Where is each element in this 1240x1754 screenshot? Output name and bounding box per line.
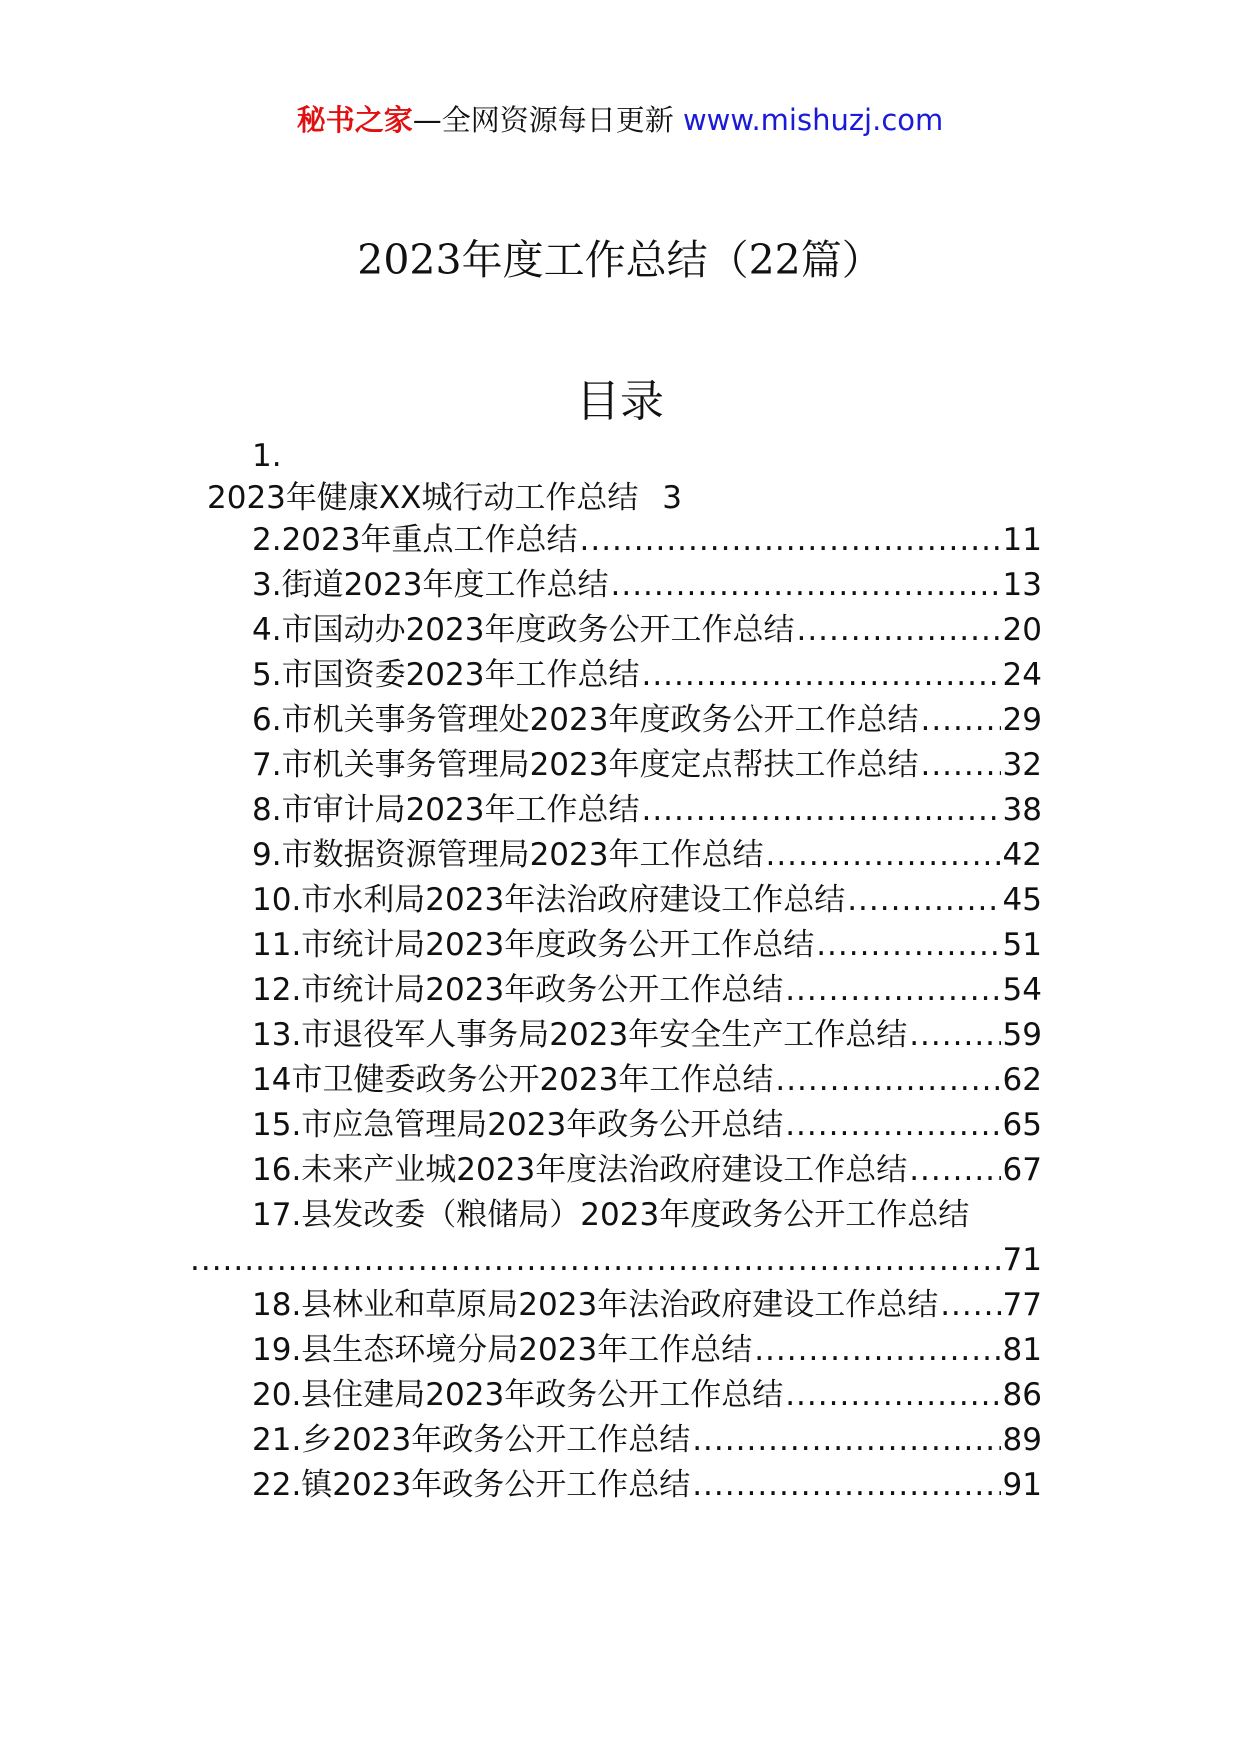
toc-entry[interactable] bbox=[252, 518, 1042, 563]
toc-entry-title: 10.市水利局2023年法治政府建设工作总结 bbox=[252, 882, 846, 918]
toc-entry-title: 2.2023年重点工作总结 bbox=[252, 522, 578, 558]
toc-entry-title: 15.市应急管理局2023年政务公开总结 bbox=[252, 1107, 784, 1143]
toc-entry[interactable] bbox=[252, 1013, 1042, 1058]
site-slogan: —全网资源每日更新 bbox=[412, 103, 674, 137]
toc-entry-page: 77 bbox=[1002, 1287, 1042, 1323]
dot-leader bbox=[641, 653, 1000, 698]
toc-entry-page: 32 bbox=[1002, 747, 1042, 783]
toc-entry-page: 71 bbox=[1002, 1242, 1042, 1278]
toc-entry[interactable] bbox=[252, 1058, 1042, 1103]
toc-entry[interactable] bbox=[252, 878, 1042, 923]
dot-leader bbox=[847, 878, 1000, 923]
toc-entry-17-title[interactable]: 17.县发改委（粮储局）2023年度政务公开工作总结 bbox=[252, 1197, 970, 1233]
toc-entry[interactable] bbox=[252, 1418, 1042, 1463]
dot-leader bbox=[190, 1238, 1001, 1283]
toc-entry-page: 67 bbox=[1002, 1152, 1042, 1188]
toc-entry-title: 3.街道2023年度工作总结 bbox=[252, 567, 609, 603]
dot-leader bbox=[785, 1103, 1000, 1148]
toc-entry[interactable] bbox=[252, 1148, 1042, 1193]
dot-leader bbox=[909, 1148, 1000, 1193]
toc-entry[interactable] bbox=[252, 833, 1042, 878]
toc-entry-page: 29 bbox=[1002, 702, 1042, 738]
toc-entry[interactable] bbox=[252, 608, 1042, 653]
toc-heading: 目录 bbox=[576, 376, 664, 427]
toc-entry-page: 11 bbox=[1002, 522, 1042, 558]
toc-entry-title: 21.乡2023年政务公开工作总结 bbox=[252, 1422, 691, 1458]
dot-leader bbox=[920, 698, 1000, 743]
toc-entry[interactable] bbox=[252, 698, 1042, 743]
toc-entry-title: 4.市国动办2023年度政务公开工作总结 bbox=[252, 612, 795, 648]
toc-entry-1[interactable] bbox=[207, 476, 807, 521]
toc-entry-page: 81 bbox=[1002, 1332, 1042, 1368]
toc-entry-title: 19.县生态环境分局2023年工作总结 bbox=[252, 1332, 753, 1368]
toc-entry[interactable] bbox=[252, 968, 1042, 1013]
document-title: 2023年度工作总结（22篇） bbox=[357, 236, 883, 284]
toc-entry-title: 2023年健康XX城行动工作总结 bbox=[207, 480, 639, 516]
toc-entry-title: 6.市机关事务管理处2023年度政务公开工作总结 bbox=[252, 702, 919, 738]
toc-entry-title: 13.市退役军人事务局2023年安全生产工作总结 bbox=[252, 1017, 908, 1053]
toc-entry[interactable] bbox=[252, 1373, 1042, 1418]
toc-entry-page: 89 bbox=[1002, 1422, 1042, 1458]
toc-entry-title: 11.市统计局2023年度政务公开工作总结 bbox=[252, 927, 815, 963]
toc-entry-title: 18.县林业和草原局2023年法治政府建设工作总结 bbox=[252, 1287, 939, 1323]
toc-entry-page: 65 bbox=[1002, 1107, 1042, 1143]
toc-entry-page: 86 bbox=[1002, 1377, 1042, 1413]
dot-leader bbox=[796, 608, 1000, 653]
toc-entry-page: 20 bbox=[1002, 612, 1042, 648]
dot-leader bbox=[920, 743, 1000, 788]
toc-entry-title: 5.市国资委2023年工作总结 bbox=[252, 657, 640, 693]
dot-leader bbox=[775, 1058, 1000, 1103]
toc-entry-page: 51 bbox=[1002, 927, 1042, 963]
dot-leader bbox=[692, 1418, 1000, 1463]
dot-leader bbox=[940, 1283, 1000, 1328]
dot-leader bbox=[785, 968, 1000, 1013]
brand-name: 秘书之家 bbox=[296, 103, 413, 137]
toc-entry[interactable] bbox=[252, 923, 1042, 968]
dot-leader bbox=[909, 1013, 1000, 1058]
toc-entry[interactable] bbox=[252, 1328, 1042, 1373]
dot-leader bbox=[641, 788, 1000, 833]
toc-entry[interactable] bbox=[252, 1463, 1042, 1508]
toc-entry[interactable] bbox=[252, 563, 1042, 608]
toc-entry[interactable] bbox=[252, 653, 1042, 698]
toc-entry-page: 24 bbox=[1002, 657, 1042, 693]
toc-entry-page: 42 bbox=[1002, 837, 1042, 873]
toc-entry-page: 3 bbox=[662, 480, 682, 516]
toc-entry-17-continuation[interactable] bbox=[190, 1238, 1042, 1283]
toc-entry-page: 59 bbox=[1002, 1017, 1042, 1053]
dot-leader bbox=[754, 1328, 1000, 1373]
toc-entry[interactable] bbox=[252, 743, 1042, 788]
dot-leader bbox=[785, 1373, 1000, 1418]
dot-leader bbox=[692, 1463, 1000, 1508]
dot-leader bbox=[816, 923, 1000, 968]
toc-entry-title: 12.市统计局2023年政务公开工作总结 bbox=[252, 972, 784, 1008]
dot-leader bbox=[579, 518, 1000, 563]
toc-entry[interactable] bbox=[252, 1103, 1042, 1148]
site-url-link[interactable]: www.mishuzj.com bbox=[682, 103, 944, 137]
toc-entry-title: 9.市数据资源管理局2023年工作总结 bbox=[252, 837, 764, 873]
toc-entry-title: 7.市机关事务管理局2023年度定点帮扶工作总结 bbox=[252, 747, 919, 783]
toc-entry-page: 91 bbox=[1002, 1467, 1042, 1503]
toc-entry-title: 14市卫健委政务公开2023年工作总结 bbox=[252, 1062, 774, 1098]
toc-entry-page: 54 bbox=[1002, 972, 1042, 1008]
toc-entry-page: 62 bbox=[1002, 1062, 1042, 1098]
dot-leader bbox=[765, 833, 1000, 878]
toc-entry-page: 45 bbox=[1002, 882, 1042, 918]
toc-entry-title: 8.市审计局2023年工作总结 bbox=[252, 792, 640, 828]
toc-entry[interactable] bbox=[252, 788, 1042, 833]
dot-leader bbox=[610, 563, 1000, 608]
toc-entry-page: 38 bbox=[1002, 792, 1042, 828]
toc-entry-title: 20.县住建局2023年政务公开工作总结 bbox=[252, 1377, 784, 1413]
toc-entry-title: 16.未来产业城2023年度法治政府建设工作总结 bbox=[252, 1152, 908, 1188]
toc-entry-1-number: 1. bbox=[252, 438, 282, 474]
toc-entry-title: 22.镇2023年政务公开工作总结 bbox=[252, 1467, 691, 1503]
toc-entry[interactable] bbox=[252, 1283, 1042, 1328]
toc-entry-page: 13 bbox=[1002, 567, 1042, 603]
